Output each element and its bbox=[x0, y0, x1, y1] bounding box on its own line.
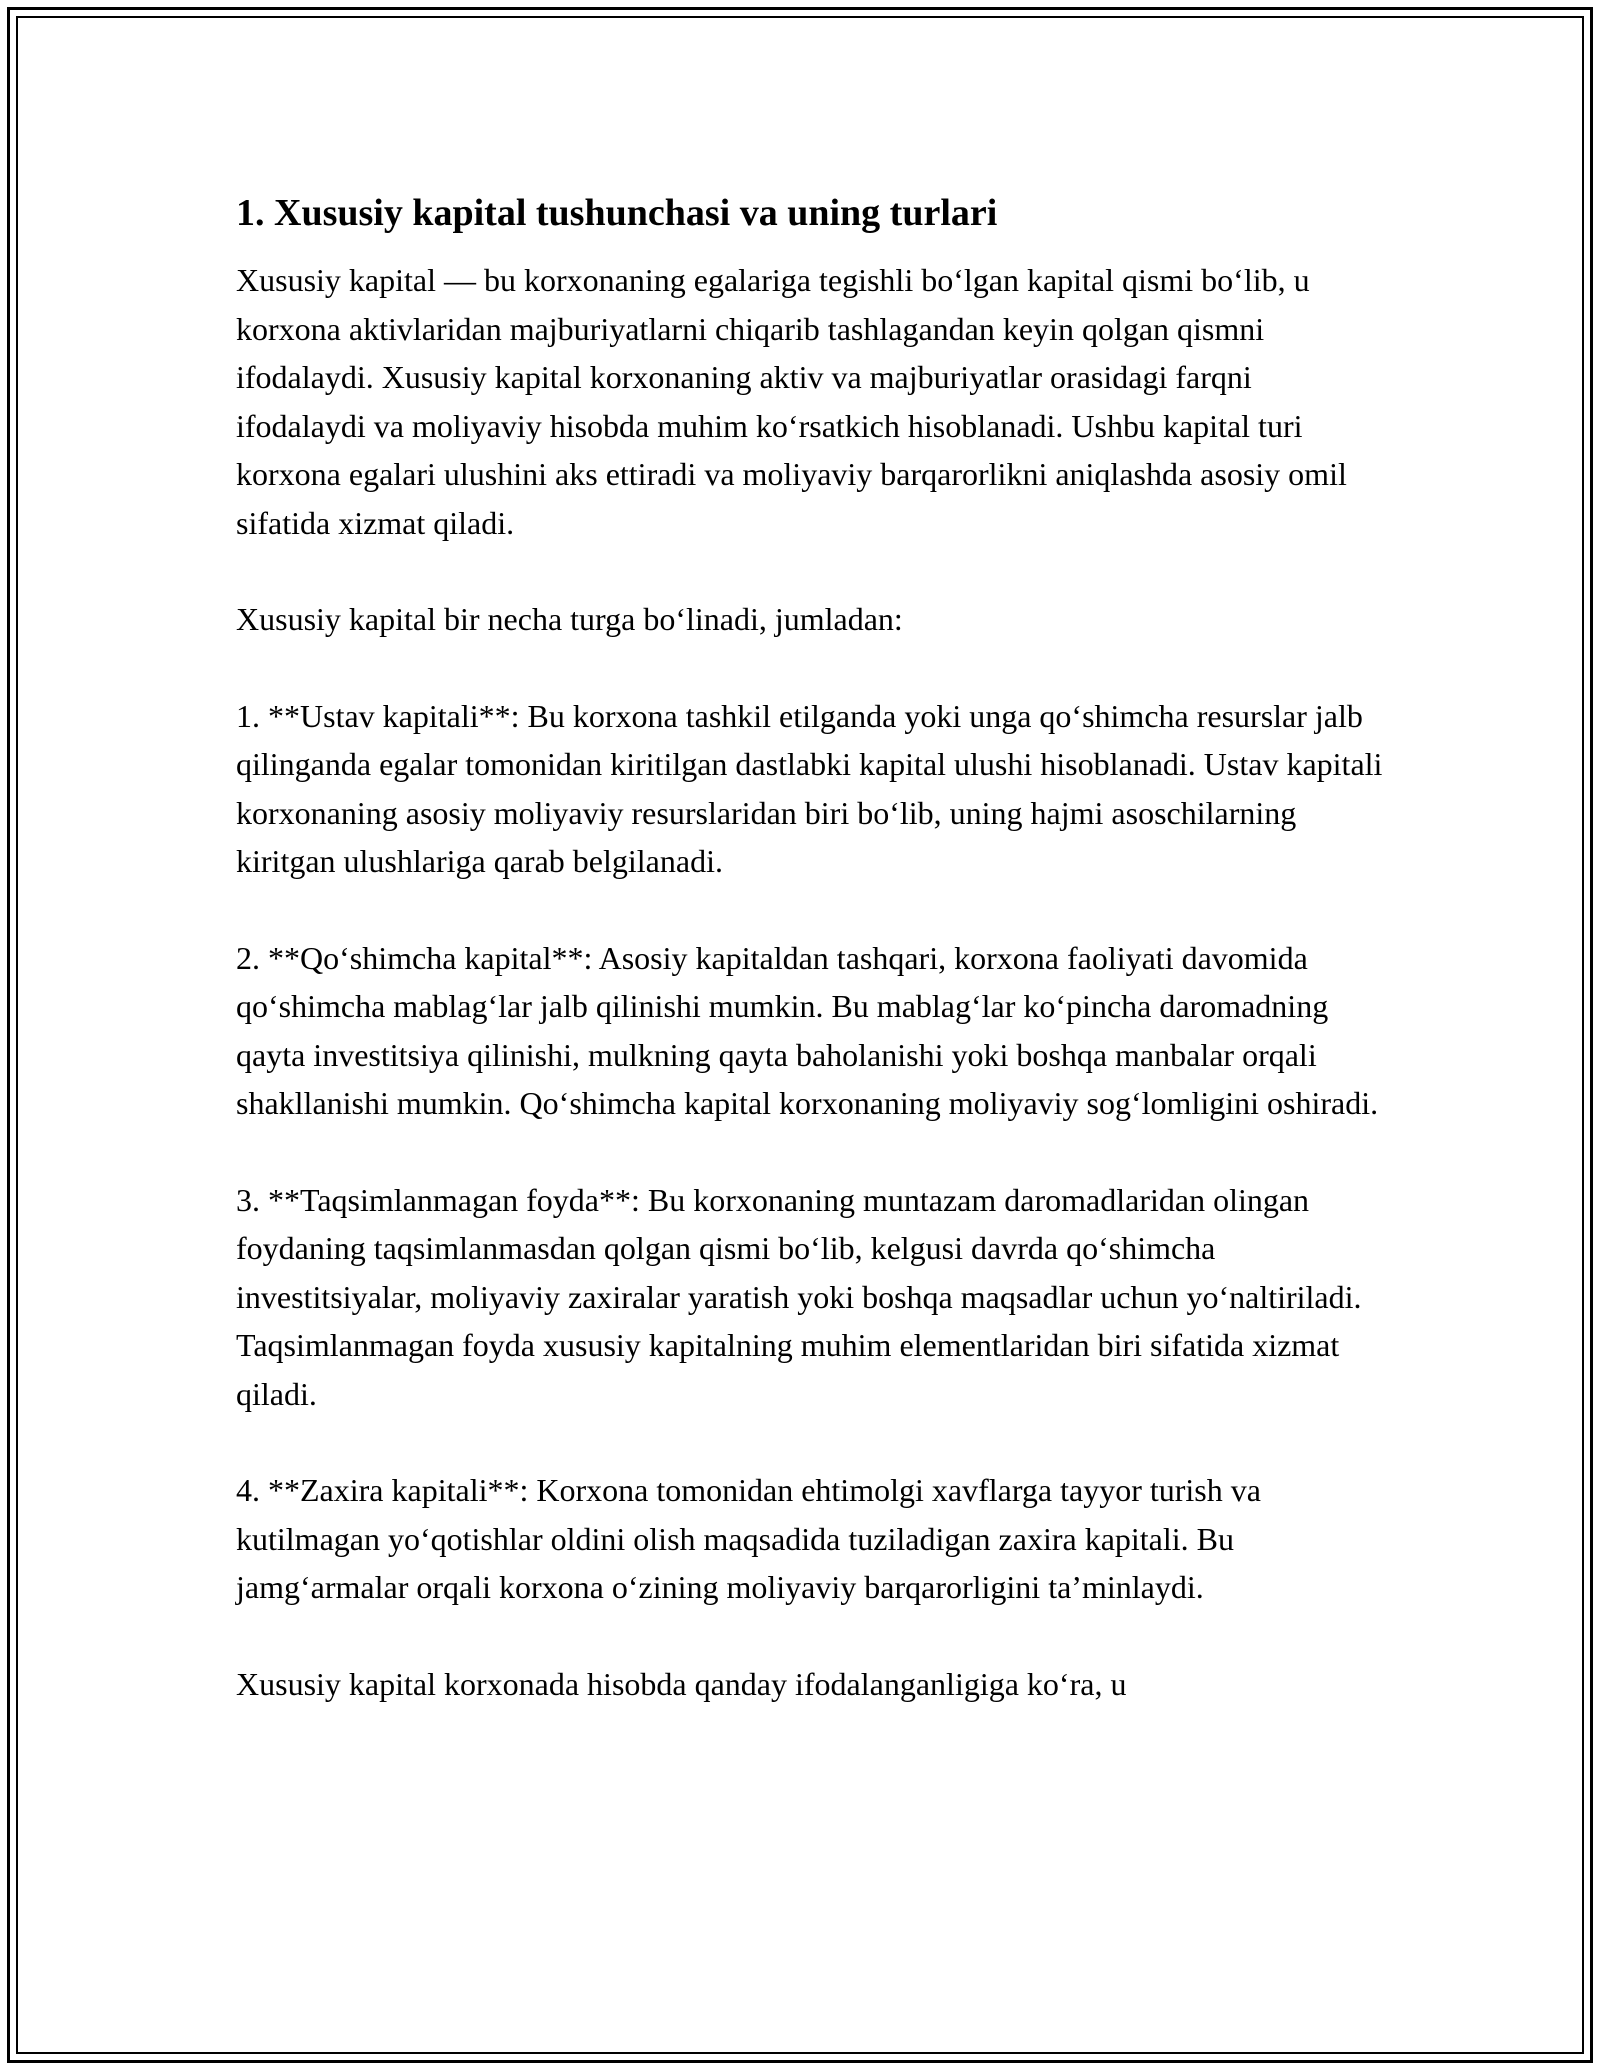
list-item-taqsimlanmagan-foyda: 3. **Taqsimlanmagan foyda**: Bu korxonaning muntazam daromadlaridan olingan foydaning taqsimlanmasdan qolgan qismi bo‘lib, kelgusi davrda qo‘shimcha investitsiyalar, moliyaviy zaxiralar yaratish yoki boshqa maqsadlar uchun yo‘naltiriladi. Taqsimlanmagan foyda xususiy kapitalning muhim elementlaridan biri sifatida xizmat qiladi. bbox=[236, 1181, 1362, 1412]
section-heading: 1. Xususiy kapital tushunchasi va uning turlari bbox=[236, 192, 998, 234]
document-body bbox=[236, 188, 1386, 1756]
paragraph-types-intro: Xususiy kapital bir necha turga bo‘linadi, jumladan: bbox=[236, 601, 903, 637]
list-item-zaxira-kapitali: 4. **Zaxira kapitali**: Korxona tomonidan ehtimolgi xavflarga tayyor turish va kutilmagan yo‘qotishlar oldini olish maqsadida tuziladigan zaxira kapitali. Bu jamg‘armalar orqali korxona o‘zining moliyaviy barqarorligini ta’minlaydi. bbox=[236, 1472, 1261, 1605]
list-item-ustav-kapitali: 1. **Ustav kapitali**: Bu korxona tashkil etilganda yoki unga qo‘shimcha resurslar jalb qilinganda egalar tomonidan kiritilgan dastlabki kapital ulushi hisoblanadi. Ustav kapitali korxonaning asosiy moliyaviy resurslaridan biri bo‘lib, uning hajmi asoschilarning kiritgan ulushlariga qarab belgilanadi. bbox=[236, 697, 1383, 879]
list-item-qoshimcha-kapital: 2. **Qo‘shimcha kapital**: Asosiy kapitaldan tashqari, korxona faoliyati davomida qo‘shimcha mablag‘lar jalb qilinishi mumkin. Bu mablag‘lar ko‘pincha daromadning qayta investitsiya qilinishi, mulkning qayta baholanishi yoki boshqa manbalar orqali shakllanishi mumkin. Qo‘shimcha kapital korxonaning moliyaviy sog‘lomligini oshiradi. bbox=[236, 939, 1379, 1121]
paragraph-closing: Xususiy kapital korxonada hisobda qanday ifodalanganligiga ko‘ra, u bbox=[236, 1665, 1127, 1702]
paragraph-definition: Xususiy kapital — bu korxonaning egalariga tegishli bo‘lgan kapital qismi bo‘lib, u korxona aktivlaridan majburiyatlarni chiqarib tashlagandan keyin qolgan qismni ifodalaydi. Xususiy kapital korxonaning aktiv va majburiyatlar orasidagi farqni ifodalaydi va moliyaviy hisobda muhim ko‘rsatkich hisoblanadi. Ushbu kapital turi korxona egalari ulushini aks ettiradi va moliyaviy barqarorlikni aniqlashda asosiy omil sifatida xizmat qiladi. bbox=[236, 262, 1347, 541]
